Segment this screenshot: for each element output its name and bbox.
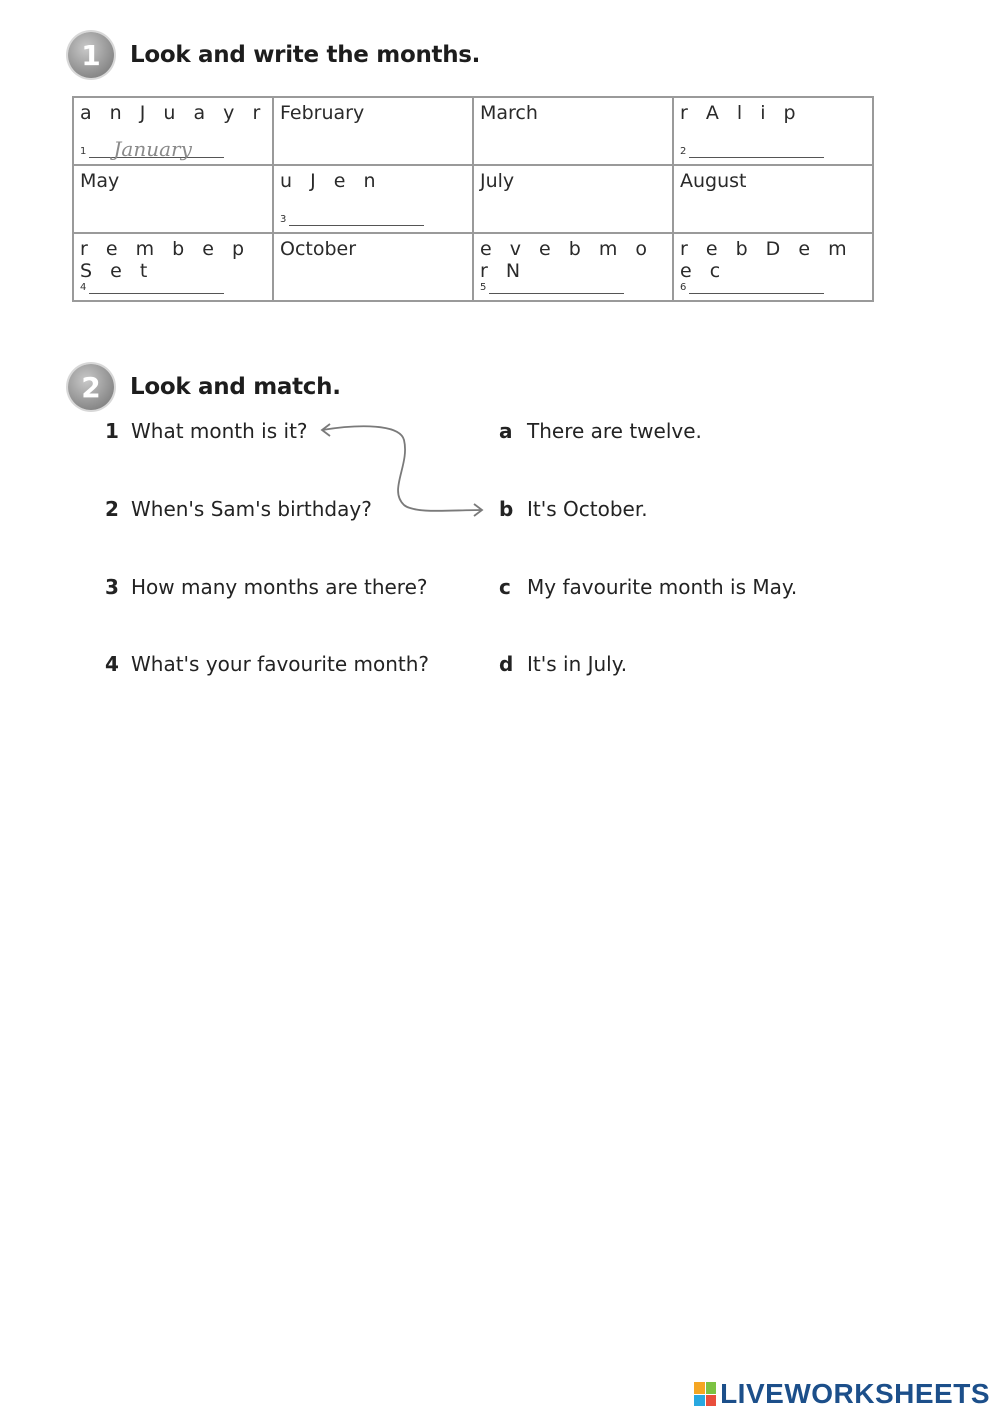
liveworksheets-brand-name: LIVEWORKSHEETS	[720, 1378, 990, 1409]
liveworksheets-logo-icon	[694, 1382, 716, 1406]
answer-number: 1	[80, 146, 87, 157]
answer-letter: d	[499, 652, 514, 676]
scrambled-month: r e b D e m e c	[680, 238, 853, 282]
question-text: How many months are there?	[131, 575, 428, 599]
month-name: July	[480, 170, 515, 192]
month-name: March	[480, 102, 538, 124]
answer-number: 6	[680, 282, 687, 293]
answer-number: 3	[280, 214, 287, 225]
question-number: 4	[105, 652, 119, 676]
answer-letter: c	[499, 575, 511, 599]
answer-text: It's October.	[527, 497, 648, 521]
month-name: October	[280, 238, 357, 260]
scrambled-month: r A l i p	[680, 102, 802, 124]
answer-text: It's in July.	[527, 652, 628, 676]
scrambled-month: e v e b m o r N	[480, 238, 654, 282]
scrambled-month: r e m b e p S e t	[80, 238, 251, 282]
scrambled-month: u J e n	[280, 170, 382, 192]
answer-number: 2	[680, 146, 687, 157]
exercise-1-number-badge: 1	[68, 32, 114, 78]
answer-written: January	[113, 137, 192, 161]
answer-number: 4	[80, 282, 87, 293]
question-number: 2	[105, 497, 119, 521]
answer-letter: b	[499, 497, 514, 521]
question-text: What's your favourite month?	[131, 652, 430, 676]
exercise-2-number-badge: 2	[68, 364, 114, 410]
answer-number: 5	[480, 282, 487, 293]
question-number: 1	[105, 419, 119, 443]
month-name: May	[80, 170, 120, 192]
month-name: August	[680, 170, 747, 192]
scrambled-month: a n J u a y r	[80, 102, 267, 124]
answer-text: There are twelve.	[527, 419, 702, 443]
answer-text: My favourite month is May.	[527, 575, 798, 599]
exercise-1-title: Look and write the months.	[130, 42, 481, 68]
month-name: February	[280, 102, 365, 124]
question-text: When's Sam's birthday?	[131, 497, 372, 521]
liveworksheets-logo	[694, 1378, 990, 1410]
answer-letter: a	[499, 419, 513, 443]
question-text: What month is it?	[131, 419, 308, 443]
question-number: 3	[105, 575, 119, 599]
exercise-2-title: Look and match.	[130, 374, 341, 400]
